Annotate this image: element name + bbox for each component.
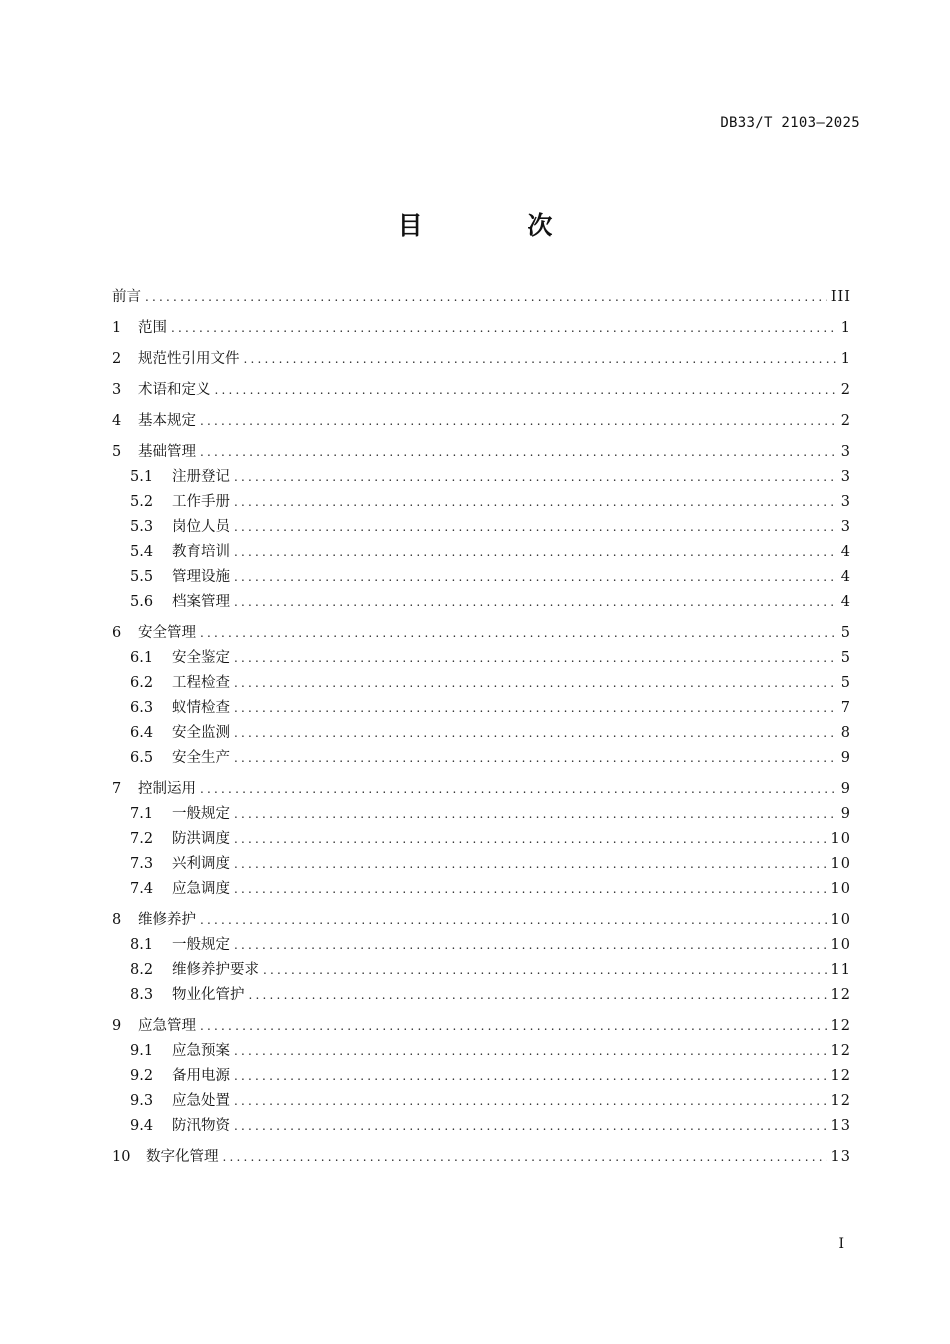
toc-leader-dots: [234, 1089, 827, 1114]
toc-entry-number: 7: [112, 781, 122, 797]
toc-entry-page: 12: [830, 1068, 851, 1084]
toc-entry[interactable]: [112, 1114, 851, 1139]
toc-entry-number: 7.1: [130, 806, 154, 822]
toc-entry-label: 一般规定: [172, 937, 230, 953]
toc-entry[interactable]: [112, 721, 851, 746]
toc-entry-number: 9.3: [130, 1093, 154, 1109]
toc-entry-label: 应急管理: [138, 1018, 196, 1034]
toc-entry-label: 术语和定义: [138, 382, 211, 398]
toc-entry-label: 教育培训: [172, 544, 230, 560]
toc-entry-number: 8.1: [130, 937, 154, 953]
toc-leader-dots: [234, 721, 837, 746]
toc-entry-label: 规范性引用文件: [138, 351, 240, 367]
toc-entry[interactable]: [112, 777, 851, 802]
toc-entry-page: 4: [840, 594, 851, 610]
toc-entry[interactable]: [112, 983, 851, 1008]
toc-entry-label: 蚁情检查: [172, 700, 230, 716]
toc-entry-page: 10: [830, 937, 851, 953]
toc-entry-number: 7.3: [130, 856, 154, 872]
toc-entry-number: 9.4: [130, 1118, 154, 1134]
toc-leader-dots: [200, 777, 837, 802]
toc-entry-label: 防汛物资: [172, 1118, 230, 1134]
toc-entry-number: 5.6: [130, 594, 154, 610]
toc-leader-dots: [234, 1039, 827, 1064]
toc-leader-dots: [263, 958, 827, 983]
toc-leader-dots: [234, 540, 837, 565]
toc-entry[interactable]: [112, 1014, 851, 1039]
toc-entry[interactable]: [112, 347, 851, 372]
toc-entry-label: 兴利调度: [172, 856, 230, 872]
toc-entry-number: 6.2: [130, 675, 154, 691]
toc-entry[interactable]: [112, 802, 851, 827]
toc-entry-page: 4: [840, 569, 851, 585]
toc-entry-label: 档案管理: [172, 594, 230, 610]
toc-entry-page: 9: [840, 750, 851, 766]
toc-entry-page: 12: [830, 1093, 851, 1109]
toc-entry[interactable]: [112, 440, 851, 465]
toc-entry[interactable]: [112, 1145, 851, 1170]
toc-leader-dots: [200, 1014, 827, 1039]
toc-entry-page: 5: [840, 675, 851, 691]
toc-entry[interactable]: [112, 565, 851, 590]
toc-entry-page: 4: [840, 544, 851, 560]
toc-entry[interactable]: [112, 671, 851, 696]
toc-entry-page: 10: [830, 881, 851, 897]
toc-entry-label: 物业化管护: [172, 987, 245, 1003]
toc-entry-number: 5: [112, 444, 122, 460]
toc-entry-number: 5.1: [130, 469, 154, 485]
toc-entry-label: 岗位人员: [172, 519, 230, 535]
toc-entry-page: 9: [840, 781, 851, 797]
toc-entry-page: 12: [830, 987, 851, 1003]
toc-entry-label: 维修养护: [138, 912, 196, 928]
toc-entry-number: 4: [112, 413, 122, 429]
toc-leader-dots: [171, 316, 837, 341]
toc-entry[interactable]: [112, 877, 851, 902]
toc-entry-label: 防洪调度: [172, 831, 230, 847]
toc-entry-label: 安全管理: [138, 625, 196, 641]
toc-entry-label: 一般规定: [172, 806, 230, 822]
toc-entry[interactable]: [112, 515, 851, 540]
toc-entry[interactable]: [112, 933, 851, 958]
toc-entry[interactable]: [112, 409, 851, 434]
toc-entry-number: 10: [112, 1149, 131, 1165]
toc-entry-number: 2: [112, 351, 122, 367]
toc-leader-dots: [200, 409, 837, 434]
toc-entry-number: 9: [112, 1018, 122, 1034]
page-title: 目 次: [397, 211, 601, 240]
standard-code: DB33/T 2103—2025: [720, 115, 860, 131]
toc-leader-dots: [234, 590, 837, 615]
toc-entry[interactable]: [112, 827, 851, 852]
toc-leader-dots: [249, 983, 827, 1008]
table-of-contents: [112, 285, 851, 1170]
toc-entry-number: 9.1: [130, 1043, 154, 1059]
toc-entry-page: 3: [840, 519, 851, 535]
toc-entry-number: 8: [112, 912, 122, 928]
toc-entry-number: 9.2: [130, 1068, 154, 1084]
toc-entry-page: 2: [840, 382, 851, 398]
toc-entry-label: 数字化管理: [146, 1149, 219, 1165]
toc-entry-number: 6.3: [130, 700, 154, 716]
toc-leader-dots: [234, 515, 837, 540]
toc-leader-dots: [234, 1114, 827, 1139]
toc-entry[interactable]: [112, 621, 851, 646]
toc-entry-page: 5: [840, 650, 851, 666]
toc-leader-dots: [244, 347, 837, 372]
toc-entry-label: 安全鉴定: [172, 650, 230, 666]
toc-entry-label: 维修养护要求: [172, 962, 259, 978]
toc-entry-label: 备用电源: [172, 1068, 230, 1084]
toc-entry-number: 7.2: [130, 831, 154, 847]
toc-leader-dots: [234, 671, 837, 696]
toc-leader-dots: [234, 696, 837, 721]
toc-entry[interactable]: [112, 1039, 851, 1064]
toc-leader-dots: [215, 378, 837, 403]
toc-leader-dots: [223, 1145, 827, 1170]
toc-entry[interactable]: [112, 1089, 851, 1114]
toc-entry-number: 3: [112, 382, 122, 398]
toc-entry-number: 7.4: [130, 881, 154, 897]
toc-entry[interactable]: [112, 285, 851, 310]
toc-entry[interactable]: [112, 1064, 851, 1089]
toc-entry[interactable]: [112, 490, 851, 515]
toc-entry-number: 5.2: [130, 494, 154, 510]
toc-entry-page: 13: [830, 1118, 851, 1134]
toc-entry-page: 10: [830, 856, 851, 872]
toc-leader-dots: [145, 285, 827, 310]
toc-leader-dots: [234, 646, 837, 671]
toc-leader-dots: [234, 933, 827, 958]
toc-leader-dots: [200, 621, 837, 646]
toc-leader-dots: [234, 827, 827, 852]
toc-entry-number: 6: [112, 625, 122, 641]
toc-leader-dots: [200, 908, 827, 933]
toc-leader-dots: [234, 490, 837, 515]
toc-entry-page: III: [830, 289, 851, 305]
toc-leader-dots: [234, 746, 837, 771]
toc-entry-label: 安全监测: [172, 725, 230, 741]
toc-leader-dots: [234, 565, 837, 590]
toc-entry-page: 7: [840, 700, 851, 716]
toc-entry-number: 5.4: [130, 544, 154, 560]
toc-entry-number: 1: [112, 320, 122, 336]
toc-entry-page: 9: [840, 806, 851, 822]
toc-leader-dots: [234, 802, 837, 827]
toc-entry-number: 8.3: [130, 987, 154, 1003]
toc-entry-page: 3: [840, 469, 851, 485]
toc-entry-number: 6.4: [130, 725, 154, 741]
toc-entry-label: 基础管理: [138, 444, 196, 460]
toc-entry-label: 范围: [138, 320, 167, 336]
toc-entry-label: 安全生产: [172, 750, 230, 766]
toc-entry-number: 5.3: [130, 519, 154, 535]
toc-leader-dots: [234, 465, 837, 490]
toc-entry-page: 3: [840, 444, 851, 460]
toc-leader-dots: [200, 440, 837, 465]
toc-entry-page: 12: [830, 1018, 851, 1034]
toc-entry-page: 10: [830, 831, 851, 847]
toc-entry[interactable]: [112, 746, 851, 771]
toc-entry-label: 控制运用: [138, 781, 196, 797]
toc-entry[interactable]: [112, 590, 851, 615]
toc-entry[interactable]: [112, 378, 851, 403]
toc-entry-page: 10: [830, 912, 851, 928]
toc-entry-label: 应急处置: [172, 1093, 230, 1109]
toc-entry[interactable]: [112, 958, 851, 983]
toc-entry-number: 5.5: [130, 569, 154, 585]
toc-entry-label: 工作手册: [172, 494, 230, 510]
toc-entry-page: 11: [830, 962, 851, 978]
toc-leader-dots: [234, 1064, 827, 1089]
toc-entry-number: 6.1: [130, 650, 154, 666]
page-number: I: [838, 1236, 844, 1252]
toc-entry-page: 1: [840, 320, 851, 336]
toc-entry-page: 13: [830, 1149, 851, 1165]
toc-entry[interactable]: [112, 646, 851, 671]
toc-leader-dots: [234, 852, 827, 877]
toc-entry-page: 1: [840, 351, 851, 367]
toc-entry-label: 应急调度: [172, 881, 230, 897]
toc-entry-label: 注册登记: [172, 469, 230, 485]
toc-entry-page: 12: [830, 1043, 851, 1059]
toc-entry[interactable]: [112, 852, 851, 877]
toc-entry[interactable]: [112, 540, 851, 565]
toc-entry-page: 2: [840, 413, 851, 429]
toc-entry-number: 6.5: [130, 750, 154, 766]
toc-entry-page: 5: [840, 625, 851, 641]
toc-entry-label: 管理设施: [172, 569, 230, 585]
toc-entry-number: 8.2: [130, 962, 154, 978]
toc-entry-label: 工程检查: [172, 675, 230, 691]
toc-entry-label: 应急预案: [172, 1043, 230, 1059]
toc-entry-page: 8: [840, 725, 851, 741]
toc-leader-dots: [234, 877, 827, 902]
toc-entry-label: 前言: [112, 289, 141, 305]
toc-entry-label: 基本规定: [138, 413, 196, 429]
toc-entry[interactable]: [112, 316, 851, 341]
toc-entry[interactable]: [112, 465, 851, 490]
toc-entry[interactable]: [112, 696, 851, 721]
toc-entry[interactable]: [112, 908, 851, 933]
toc-entry-page: 3: [840, 494, 851, 510]
